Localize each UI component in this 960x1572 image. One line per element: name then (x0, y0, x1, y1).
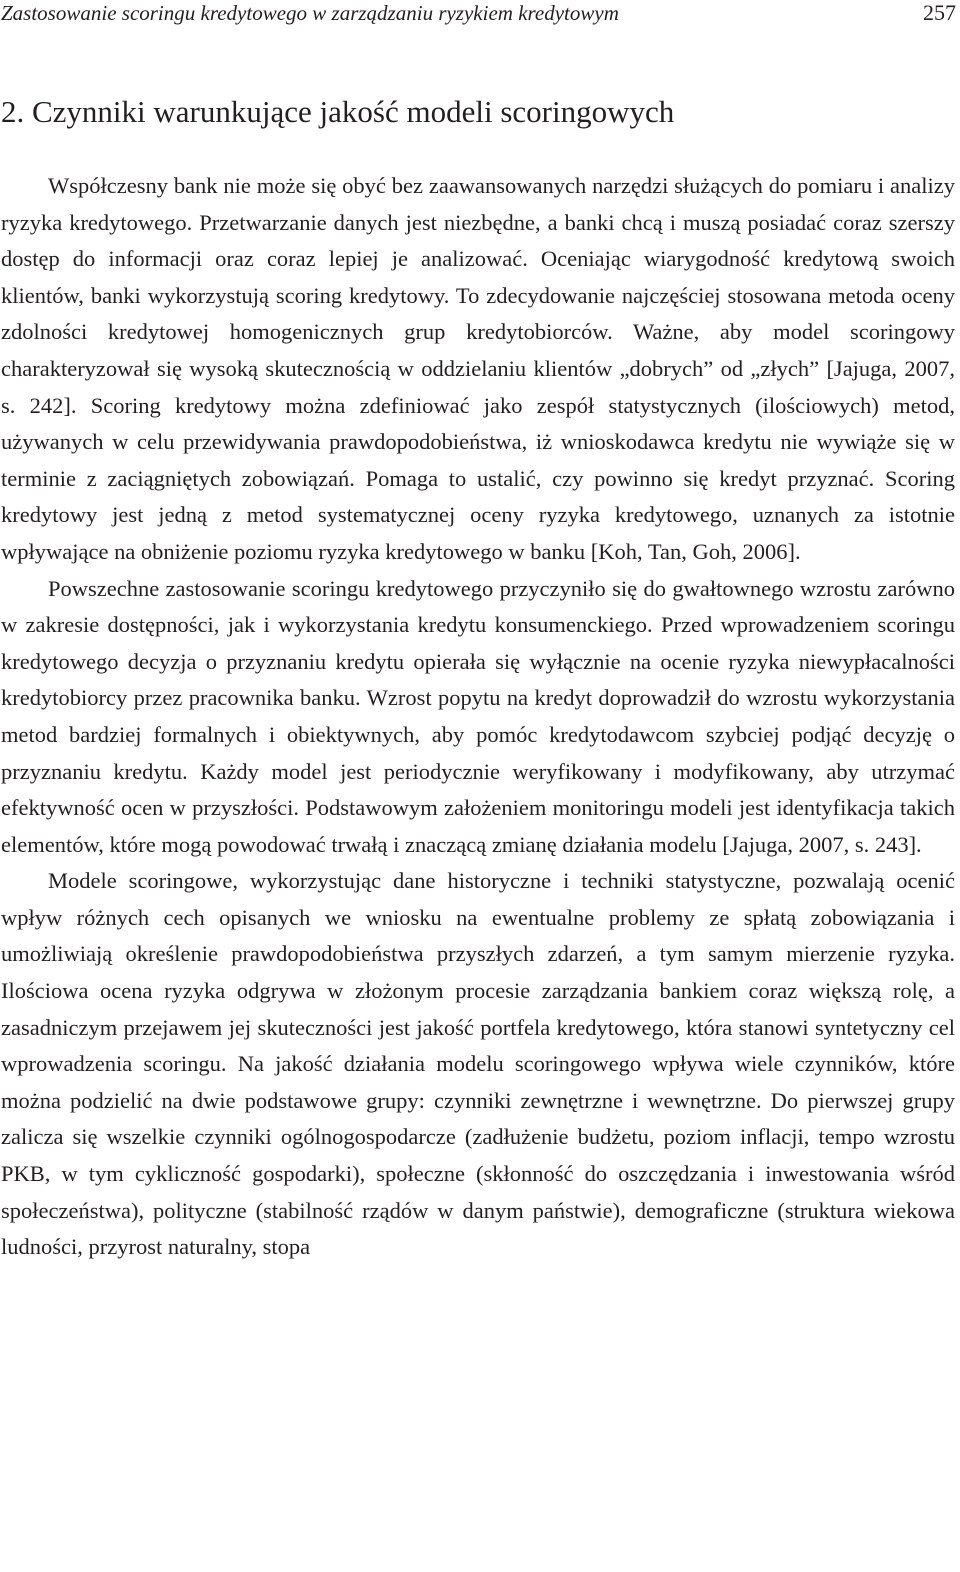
section-heading: 2. Czynniki warunkujące jakość modeli scoringowych (1, 94, 675, 129)
running-header (1, 0, 956, 30)
paragraph-1: Współczesny bank nie może się obyć bez zaawansowanych narzędzi służących do pomiaru i analizy ryzyka kredytowego. Przetwarzanie danych jest niezbędne, a banki chcą i muszą posiadać coraz szerszy dostęp do informacji oraz coraz lepiej je analizować. Oceniając wiarygodność kredytową swoich klientów, banki wykorzystują scoring kredytowy. To zdecydowanie najczęściej stosowana metoda oceny zdolności kredytowej homogenicznych grup kredytobiorców. Ważne, aby model scoringowy charakteryzował się wysoką skutecznością w oddzielaniu klientów „dobrych” od „złych” [Jajuga, 2007, s. 242]. Scoring kredytowy można zdefiniować jako zespół statystycznych (ilościowych) metod, używanych w celu przewidywania prawdopodobieństwa, iż wnioskodawca kredytu nie wywiąże się w terminie z zaciągniętych zobowiązań. Pomaga to ustalić, czy powinno się kredyt przyznać. Scoring kredytowy jest jedną z metod systematycznej oceny ryzyka kredytowego, uznanych za istotnie wpływające na obniżenie poziomu ryzyka kredytowego w banku [Koh, Tan, Goh, 2006]. (1, 173, 955, 564)
paragraph-3: Modele scoringowe, wykorzystując dane historyczne i techniki statystyczne, pozwalają ocenić wpływ różnych cech opisanych we wniosku na ewentualne problemy ze spłatą zobowiązania i umożliwiają określenie prawdopodobieństwa przyszłych zdarzeń, a tym samym mierzenie ryzyka. Ilościowa ocena ryzyka odgrywa w złożonym procesie zarządzania bankiem coraz większą rolę, a zasadniczym przejawem jej skuteczności jest jakość portfela kredytowego, która stanowi syntetyczny cel wprowadzenia scoringu. Na jakość działania modelu scoringowego wpływa wiele czynników, które można podzielić na dwie podstawowe grupy: czynniki zewnętrzne i wewnętrzne. Do pierwszej grupy zalicza się wszelkie czynniki ogólnogospodarcze (zadłużenie budżetu, poziom inflacji, tempo wzrostu PKB, w tym cykliczność gospodarki), społeczne (skłonność do oszczędzania i inwestowania wśród społeczeństwa), polityczne (stabilność rządów w danym państwie), demograficzne (struktura wiekowa ludności, przyrost naturalny, stopa (1, 868, 955, 1260)
paragraph-2: Powszechne zastosowanie scoringu kredytowego przyczyniło się do gwałtownego wzrostu zarówno w zakresie dostępności, jak i wykorzystania kredytu konsumenckiego. Przed wprowadzeniem scoringu kredytowego decyzja o przyznaniu kredytu opierała się wyłącznie na ocenie ryzyka niewypłacalności kredytobiorcy przez pracownika banku. Wzrost popytu na kredyt doprowadził do wzrostu wykorzystania metod bardziej formalnych i obiektywnych, aby pomóc kredytodawcom szybciej podjąć decyzję o przyznaniu kredytu. Każdy model jest periodycznie weryfikowany i modyfikowany, aby utrzymać efektywność ocen w przyszłości. Podstawowym założeniem monitoringu modeli jest identyfikacja takich elementów, które mogą powodować trwałą i znaczącą zmianę działania modelu [Jajuga, 2007, s. 243]. (1, 575, 955, 857)
body-text (1, 168, 955, 1266)
running-title: Zastosowanie scoringu kredytowego w zarządzaniu ryzykiem kredytowym (1, 1, 619, 25)
page-number: 257 (923, 0, 956, 25)
